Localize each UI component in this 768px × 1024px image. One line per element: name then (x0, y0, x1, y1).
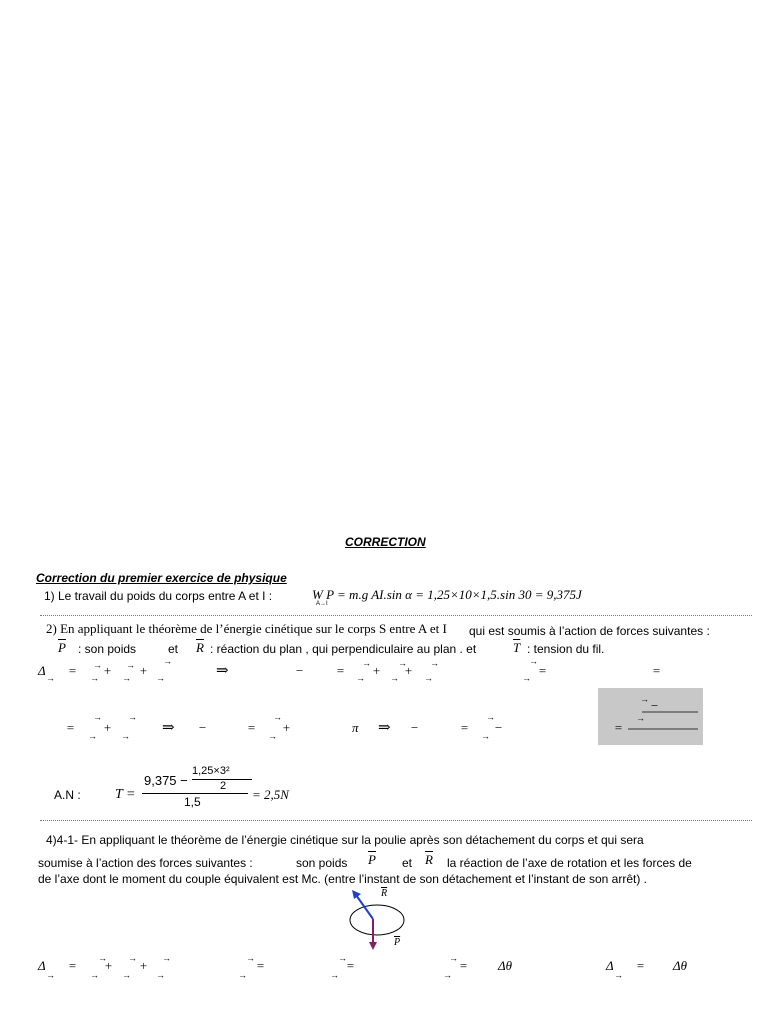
et-word: et (168, 642, 179, 656)
an-numerator-left: 9,375 − (144, 773, 188, 788)
arrow-mark: → (636, 713, 645, 723)
delta-symbol: Δ (606, 958, 614, 973)
arrow-mark: → (614, 970, 623, 980)
equals-sign: = (68, 663, 77, 678)
force-p-arrowhead (369, 942, 377, 950)
plus-sign: + (282, 720, 291, 735)
arrow-mark: → (486, 712, 495, 722)
arrow-mark: → (122, 673, 131, 683)
q4-force-p: $\overline{P}$ (368, 852, 376, 867)
an-t-var: T = (115, 787, 136, 802)
force-t-desc: : tension du fil. (527, 642, 605, 656)
equals-sign: = (459, 958, 468, 973)
plus-sign: + (139, 663, 148, 678)
implies-sign: ⇒ (378, 720, 391, 736)
force-p-desc: : son poids (78, 642, 137, 656)
arrow-mark: → (338, 953, 347, 963)
equals-sign: = (346, 958, 355, 973)
equals-sign: = (336, 663, 345, 678)
pulley-figure (340, 886, 420, 954)
force-t-symbol: $\overline{T}$ (513, 640, 521, 655)
implies-sign: ⇒ (162, 720, 175, 736)
force-r-arrowhead (352, 890, 361, 899)
arrow-mark: → (90, 970, 99, 980)
q1-label: 1) Le travail du poids du corps entre A et I : (44, 589, 273, 603)
force-r-symbol: $\overline{R}$ (196, 640, 204, 655)
plus-sign: + (139, 958, 148, 973)
arrow-mark: → (529, 656, 538, 666)
plus-sign: + (103, 663, 112, 678)
q4-line-1: 4)4-1- En appliquant le théorème de l’énergie cinétique sur la poulie après son détachement du corps et qui sera (46, 833, 644, 847)
separator-2 (40, 820, 752, 821)
arrow-mark: → (122, 970, 131, 980)
arrow-mark: → (522, 673, 531, 683)
plus-sign: + (104, 958, 113, 973)
exercise-heading: Correction du premier exercice de physique (36, 571, 287, 585)
plus-sign: + (372, 663, 381, 678)
minus-sign: − (410, 720, 419, 735)
arrow-mark: → (93, 712, 102, 722)
plus-sign: + (103, 720, 112, 735)
q4-line-2c: la réaction de l’axe de rotation et les forces de (447, 856, 692, 870)
arrow-mark: → (98, 953, 107, 963)
q4-line-2a: soumise à l’action des forces suivantes : (38, 856, 253, 870)
q4-et: et (402, 856, 413, 870)
plus-sign: + (404, 663, 413, 678)
an-result: = 2,5N (252, 787, 289, 802)
arrow-mark: → (90, 673, 99, 683)
arrow-mark: → (121, 731, 130, 741)
arrow-mark: → (46, 673, 55, 683)
separator-1 (40, 615, 752, 616)
arrow-mark: → (162, 953, 171, 963)
arrow-mark: → (126, 660, 135, 670)
arrow-mark: → (398, 658, 407, 668)
arrow-mark: → (93, 660, 102, 670)
an-label: A.N : (54, 788, 81, 802)
minus-sign: − (295, 663, 304, 678)
delta-theta: Δθ (673, 958, 688, 973)
minus-sign: − (650, 698, 659, 713)
minus-sign: − (198, 720, 207, 735)
figure-r-label: $\overline{R}$ (381, 888, 388, 899)
force-p-symbol: $\overline{P}$ (58, 640, 66, 655)
arrow-mark: → (128, 953, 137, 963)
delta-theta: Δθ (498, 958, 513, 973)
q1-formula: W P = m.g AI.sin α = 1,25×10×1,5.sin 30 = 9,375J (312, 587, 582, 602)
arrow-mark: → (128, 712, 137, 722)
arrow-mark: → (238, 970, 247, 980)
an-inner-numerator: 1,25×3² (192, 765, 230, 777)
arrow-mark: → (449, 953, 458, 963)
arrow-mark: → (273, 712, 282, 722)
arrow-mark: → (390, 673, 399, 683)
arrow-mark: → (362, 658, 371, 668)
arrow-mark: → (246, 953, 255, 963)
q4-line-3: de l’axe dont le moment du couple équivalent est Mc. (entre l’instant de son détachement et l’instant de son arrêt) . (38, 872, 648, 886)
page-title: CORRECTION (345, 535, 426, 549)
pi-symbol: π (352, 720, 359, 735)
implies-sign: ⇒ (216, 663, 229, 679)
figure-p-label: $\overline{P}$ (394, 937, 401, 948)
arrow-mark: → (156, 970, 165, 980)
delta-symbol: Δ (38, 663, 46, 678)
arrow-mark: → (268, 731, 277, 741)
result-box (598, 688, 703, 745)
equals-sign: = (256, 958, 265, 973)
arrow-mark: → (163, 656, 172, 666)
an-denominator: 1,5 (184, 795, 201, 809)
equals-sign: = (652, 663, 661, 678)
arrow-mark: → (443, 970, 452, 980)
force-r-arrow (356, 895, 373, 919)
arrow-mark: → (430, 658, 439, 668)
result-box-lines (598, 688, 703, 745)
equals-sign: = (66, 720, 75, 735)
arrow-mark: → (330, 970, 339, 980)
delta-symbol: Δ (38, 958, 46, 973)
arrow-mark: → (156, 673, 165, 683)
an-inner-denominator: 2 (220, 780, 227, 792)
minus-sign: − (494, 720, 503, 735)
arrow-mark: → (356, 673, 365, 683)
q1-subscript: A→I (316, 601, 328, 607)
equals-sign: = (68, 958, 77, 973)
equals-sign: = (460, 720, 469, 735)
q4-force-r: $\overline{R}$ (425, 852, 433, 867)
arrow-mark: → (88, 731, 97, 741)
an-main-bar (142, 793, 248, 794)
equals-sign: = (614, 720, 623, 735)
q2-intro: 2) En appliquant le théorème de l’énergie cinétique sur le corps S entre A et I (46, 621, 447, 636)
arrow-mark: → (640, 694, 649, 704)
equals-sign: = (247, 720, 256, 735)
arrow-mark: → (481, 731, 490, 741)
q4-line-2b: son poids (296, 856, 348, 870)
q2-intro-forces: qui est soumis à l’action de forces suivantes : (469, 624, 710, 638)
pulley-disk (350, 905, 404, 935)
equals-sign: = (636, 958, 645, 973)
force-r-desc: : réaction du plan , qui perpendiculaire au plan . et (210, 642, 477, 656)
equals-sign: = (538, 663, 547, 678)
arrow-mark: → (46, 970, 55, 980)
arrow-mark: → (424, 673, 433, 683)
